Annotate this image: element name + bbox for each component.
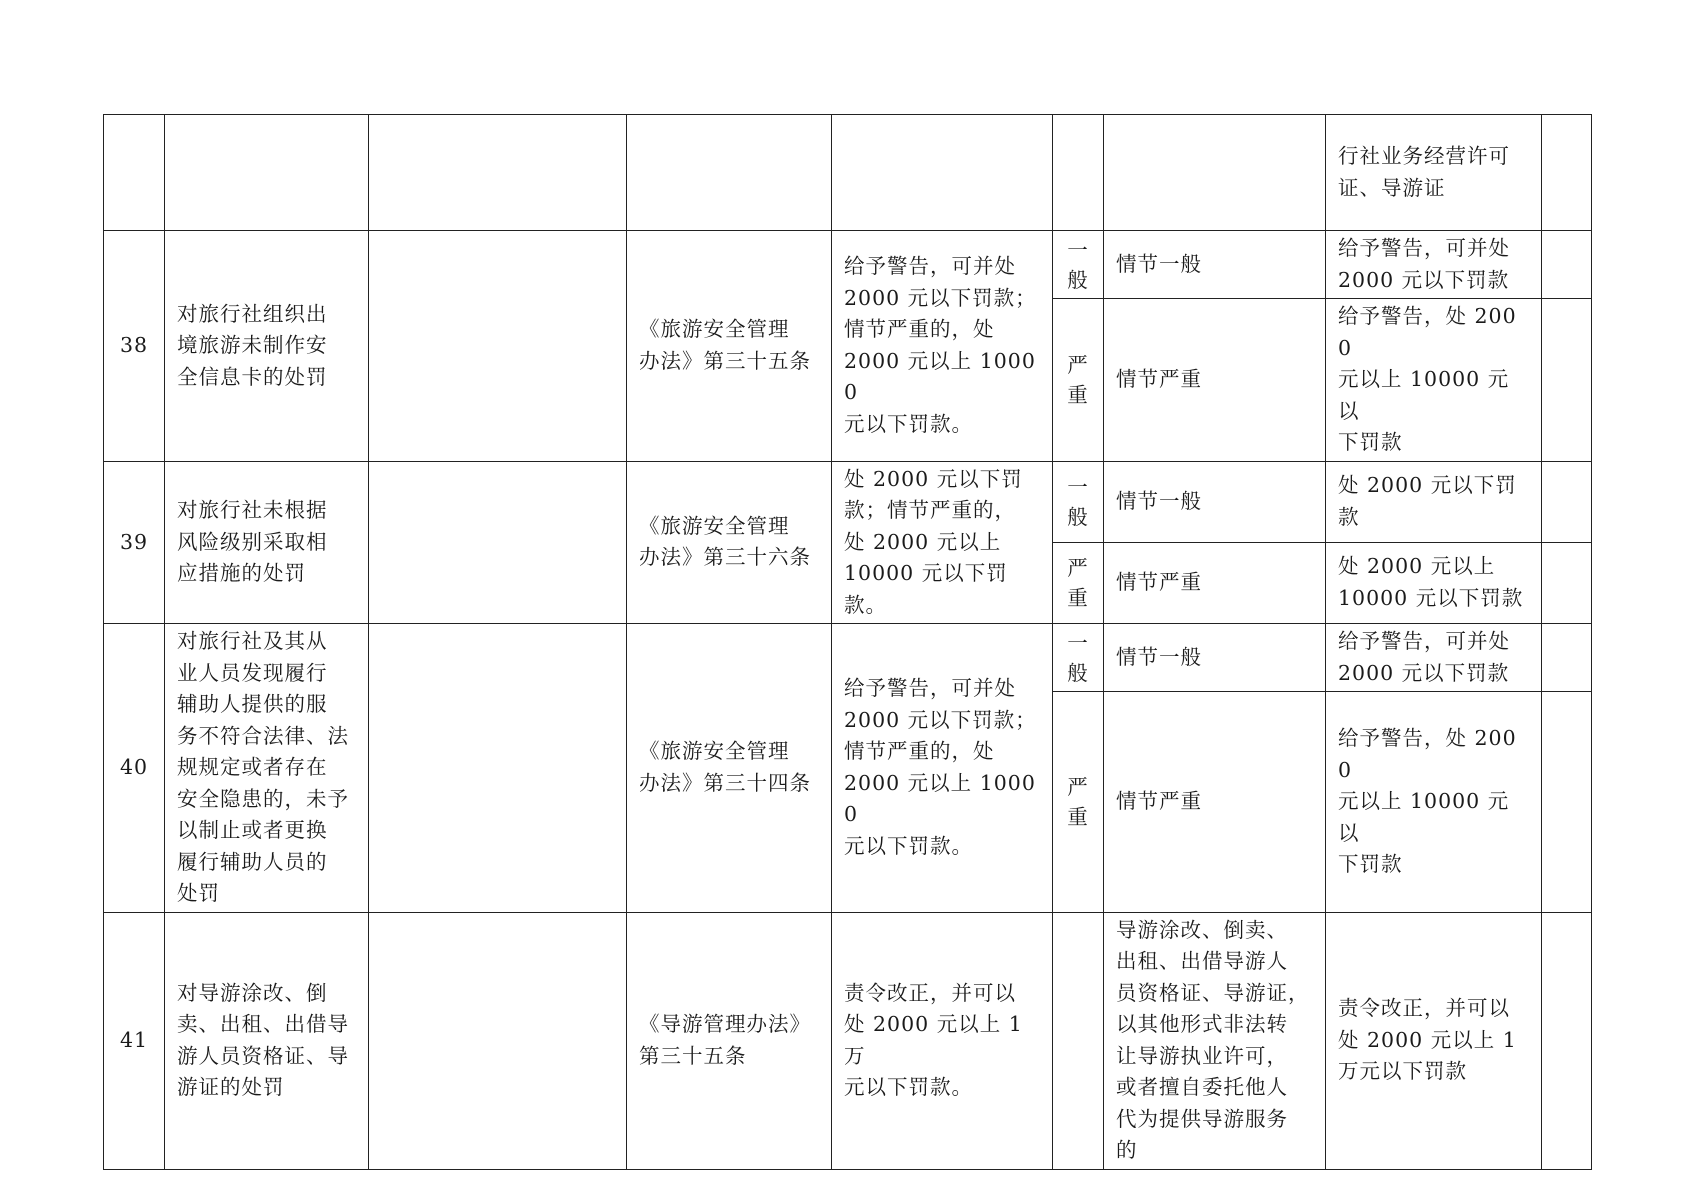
- remarks-cell: [1542, 542, 1592, 623]
- level-char: 严: [1067, 774, 1089, 799]
- level-char: 一: [1067, 630, 1089, 655]
- legal-basis-cell: 《导游管理办法》 第三十五条: [627, 912, 832, 1169]
- penalty-clause-cell: 处 2000 元以下罚 款；情节严重的， 处 2000 元以上 10000 元以下罚款。: [832, 461, 1053, 624]
- circumstance-cell: 情节严重: [1104, 542, 1326, 623]
- level-char: 严: [1067, 352, 1089, 377]
- table-row: [104, 912, 1592, 1169]
- level-cell: [1053, 624, 1104, 692]
- circumstance-cell: 情节一般: [1104, 231, 1326, 299]
- level-cell: [1053, 299, 1104, 462]
- penalty-standard-cell: 给予警告，可并处 2000 元以下罚款: [1326, 624, 1542, 692]
- empty-cell: [369, 624, 627, 913]
- legal-basis-cell: [627, 115, 832, 231]
- penalty-clause-cell: 给予警告，可并处 2000 元以下罚款； 情节严重的，处 2000 元以上 10000 元以下罚款。: [832, 624, 1053, 913]
- empty-cell: [369, 461, 627, 624]
- circumstance-cell: [1104, 115, 1326, 231]
- violation-item-cell: 对旅行社组织出 境旅游未制作安 全信息卡的处罚: [165, 231, 369, 462]
- level-cell: [1053, 542, 1104, 623]
- row-number-cell: 41: [104, 912, 165, 1169]
- penalty-standard-cell: 责令改正，并可以 处 2000 元以上 1 万元以下罚款: [1326, 912, 1542, 1169]
- penalty-standards-table: [103, 114, 1592, 1170]
- row-number-cell: 38: [104, 231, 165, 462]
- empty-cell: [369, 115, 627, 231]
- table-row: [104, 461, 1592, 542]
- table-row: [104, 624, 1592, 692]
- violation-item-cell: 对旅行社未根据 风险级别采取相 应措施的处罚: [165, 461, 369, 624]
- empty-cell: [369, 231, 627, 462]
- circumstance-cell: 情节严重: [1104, 299, 1326, 462]
- level-cell: [1053, 231, 1104, 299]
- penalty-standard-cell: 给予警告，可并处 2000 元以下罚款: [1326, 231, 1542, 299]
- violation-item-cell: 对导游涂改、倒 卖、出租、出借导 游人员资格证、导 游证的处罚: [165, 912, 369, 1169]
- level-cell: [1053, 461, 1104, 542]
- legal-basis-cell: 《旅游安全管理 办法》第三十四条: [627, 624, 832, 913]
- penalty-standard-cell: 给予警告，处 2000 元以上 10000 元以 下罚款: [1326, 692, 1542, 912]
- circumstance-cell: 情节严重: [1104, 692, 1326, 912]
- table-row: [104, 231, 1592, 299]
- remarks-cell: [1542, 912, 1592, 1169]
- legal-basis-cell: 《旅游安全管理 办法》第三十六条: [627, 461, 832, 624]
- level-cell: [1053, 692, 1104, 912]
- remarks-cell: [1542, 231, 1592, 299]
- penalty-clause-cell: 责令改正，并可以 处 2000 元以上 1 万 元以下罚款。: [832, 912, 1053, 1169]
- remarks-cell: [1542, 299, 1592, 462]
- remarks-cell: [1542, 624, 1592, 692]
- penalty-clause-cell: 给予警告，可并处 2000 元以下罚款； 情节严重的，处 2000 元以上 10000 元以下罚款。: [832, 231, 1053, 462]
- penalty-clause-cell: [832, 115, 1053, 231]
- level-char: 重: [1067, 585, 1089, 610]
- violation-item-cell: 对旅行社及其从 业人员发现履行 辅助人提供的服 务不符合法律、法 规规定或者存在 安全隐患的，未予 以制止或者更换 履行辅助人员的 处罚: [165, 624, 369, 913]
- level-char: 般: [1067, 267, 1089, 292]
- circumstance-cell: 情节一般: [1104, 624, 1326, 692]
- violation-item-cell: [165, 115, 369, 231]
- level-char: 般: [1067, 504, 1089, 529]
- circumstance-cell: 导游涂改、倒卖、 出租、出借导游人 员资格证、导游证， 以其他形式非法转 让导游执业许可， 或者擅自委托他人 代为提供导游服务 的: [1104, 912, 1326, 1169]
- circumstance-cell: 情节一般: [1104, 461, 1326, 542]
- level-cell: [1053, 115, 1104, 231]
- penalty-standard-cell: 处 2000 元以下罚 款: [1326, 461, 1542, 542]
- level-char: 般: [1067, 660, 1089, 685]
- level-char: 重: [1067, 382, 1089, 407]
- penalty-standard-cell: 给予警告，处 2000 元以上 10000 元以 下罚款: [1326, 299, 1542, 462]
- penalty-standard-cell: 行社业务经营许可 证、导游证: [1326, 115, 1542, 231]
- penalty-standard-cell: 处 2000 元以上 10000 元以下罚款: [1326, 542, 1542, 623]
- row-number-cell: [104, 115, 165, 231]
- row-number-cell: 39: [104, 461, 165, 624]
- empty-cell: [369, 912, 627, 1169]
- remarks-cell: [1542, 461, 1592, 542]
- level-cell: [1053, 912, 1104, 1169]
- level-char: 重: [1067, 804, 1089, 829]
- remarks-cell: [1542, 115, 1592, 231]
- row-number-cell: 40: [104, 624, 165, 913]
- remarks-cell: [1542, 692, 1592, 912]
- level-char: 一: [1067, 237, 1089, 262]
- level-char: 一: [1067, 474, 1089, 499]
- table-row-continued: [104, 115, 1592, 231]
- legal-basis-cell: 《旅游安全管理 办法》第三十五条: [627, 231, 832, 462]
- level-char: 严: [1067, 555, 1089, 580]
